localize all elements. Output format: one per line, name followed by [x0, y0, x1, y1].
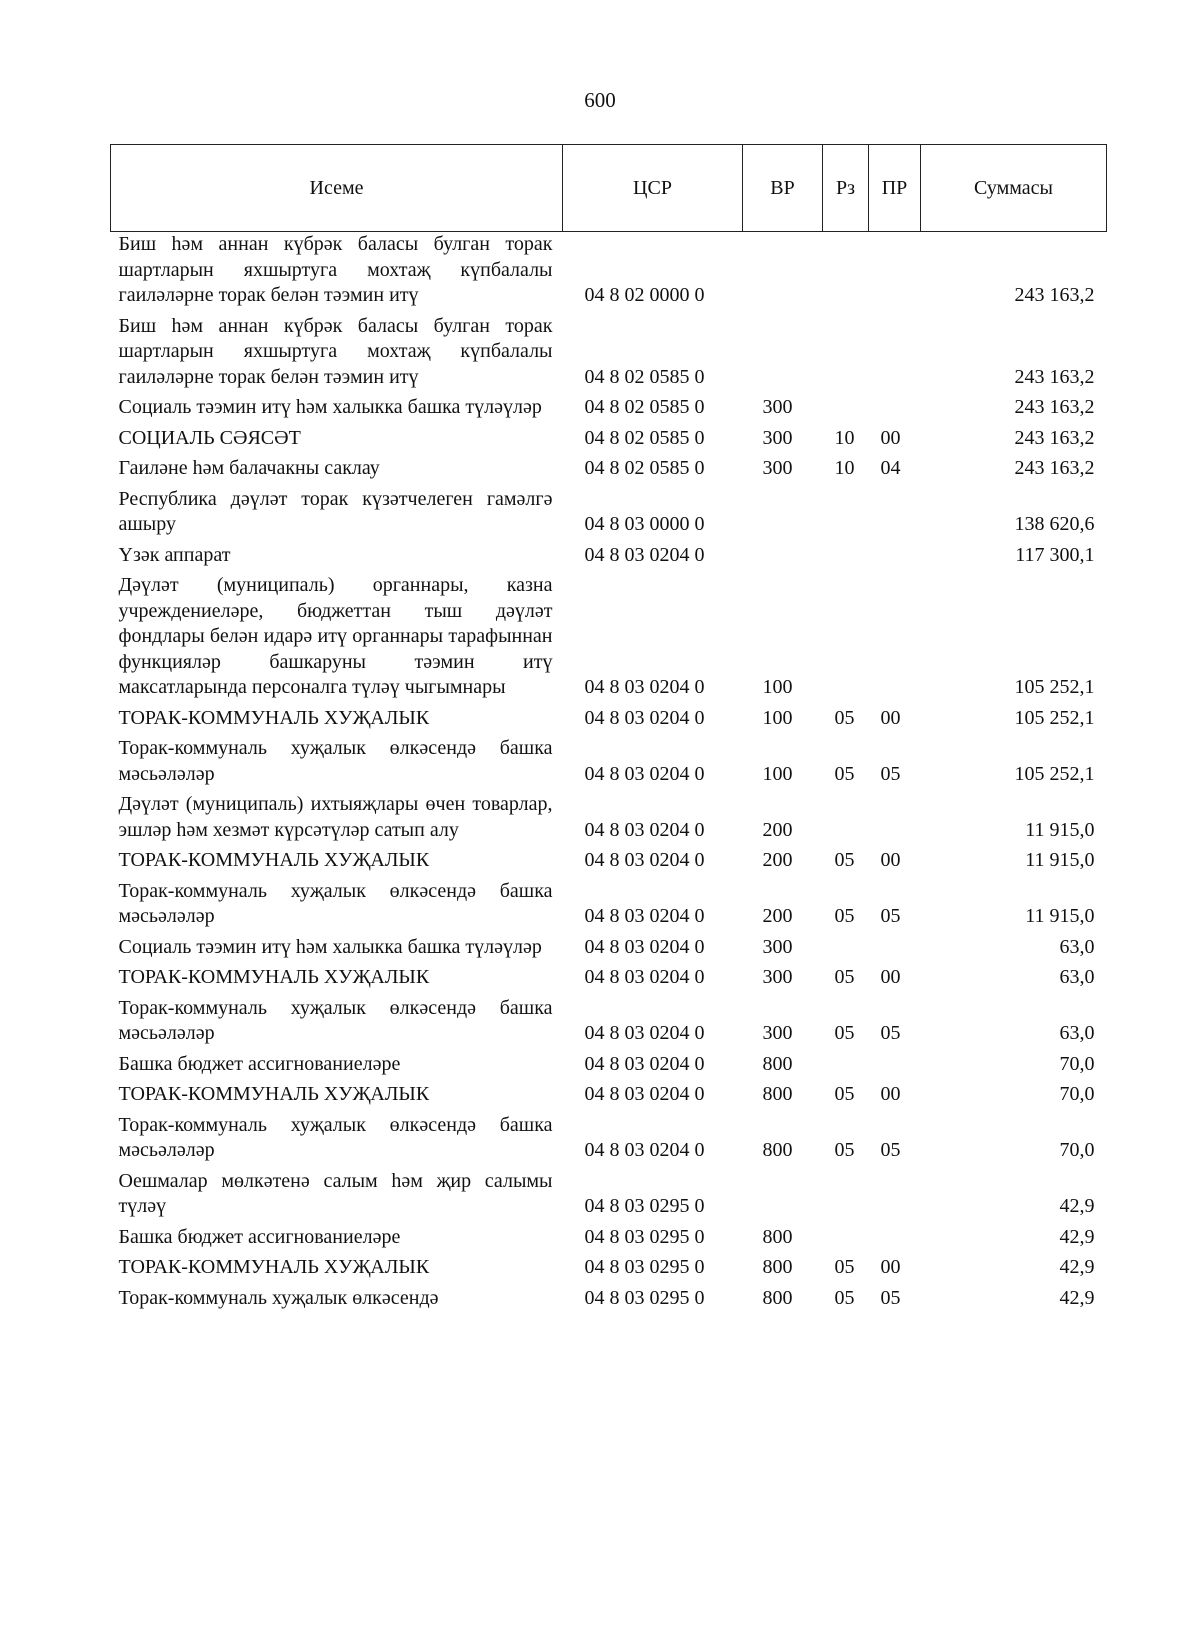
- cell-pr: 05: [880, 1022, 901, 1044]
- cell-rz: 10: [834, 426, 855, 449]
- cell-rz: [823, 309, 869, 391]
- cell-rz: 05: [834, 1083, 855, 1105]
- cell-rz: 10: [834, 457, 855, 479]
- cell-vr: 100: [762, 762, 793, 785]
- cell-csr: 04 8 02 0585 0: [584, 365, 705, 388]
- cell-vr: 300: [762, 396, 793, 418]
- cell-csr: 04 8 03 0295 0: [584, 1195, 705, 1217]
- cell-pr: [869, 390, 921, 421]
- cell-csr: 04 8 02 0000 0: [584, 284, 705, 306]
- cell-sum: 11 915,0: [1025, 849, 1095, 871]
- table-row: [111, 568, 1107, 701]
- cell-name: Үзәк аппарат: [118, 543, 231, 566]
- cell-name: ТОРАК-КОММУНАЛЬ ХУҖАЛЫК: [118, 706, 430, 729]
- cell-vr: 800: [762, 1225, 793, 1248]
- cell-sum: 243 163,2: [1014, 426, 1095, 449]
- table-row: [111, 960, 1107, 991]
- table-row: [111, 1108, 1107, 1164]
- cell-rz: [823, 1047, 869, 1078]
- header-rz: Рз: [823, 145, 869, 232]
- cell-pr: [869, 1164, 921, 1220]
- cell-pr: [869, 787, 921, 843]
- cell-vr: 100: [762, 676, 793, 698]
- table-row: [111, 309, 1107, 391]
- cell-pr: [869, 568, 921, 701]
- table-body: [111, 232, 1107, 1312]
- cell-sum: 42,9: [1059, 1286, 1095, 1309]
- cell-csr: 04 8 03 0204 0: [584, 1139, 705, 1161]
- cell-vr: 200: [762, 818, 793, 841]
- cell-rz: [823, 1220, 869, 1251]
- cell-rz: 05: [834, 1256, 855, 1278]
- cell-vr: 200: [762, 905, 793, 927]
- cell-csr: 04 8 03 0295 0: [584, 1256, 705, 1278]
- cell-vr: 300: [762, 935, 793, 958]
- cell-vr: 300: [762, 457, 793, 479]
- cell-sum: 243 163,2: [1014, 457, 1095, 479]
- cell-sum: 11 915,0: [1025, 905, 1095, 927]
- cell-rz: 05: [834, 706, 855, 729]
- cell-rz: 05: [834, 966, 855, 988]
- cell-vr: [743, 482, 823, 538]
- header-name: Исеме: [111, 145, 563, 232]
- cell-sum: 63,0: [1059, 1022, 1095, 1044]
- budget-table: [110, 144, 1107, 1311]
- table-row: [111, 538, 1107, 569]
- header-csr: ЦСР: [563, 145, 743, 232]
- cell-pr: [869, 309, 921, 391]
- cell-rz: [823, 787, 869, 843]
- cell-pr: [869, 1047, 921, 1078]
- table-row: [111, 1281, 1107, 1312]
- cell-vr: 800: [762, 1256, 793, 1278]
- cell-csr: 04 8 03 0204 0: [584, 676, 705, 698]
- cell-pr: 00: [880, 426, 901, 449]
- cell-csr: 04 8 03 0204 0: [584, 543, 705, 566]
- cell-vr: 300: [762, 1022, 793, 1044]
- cell-name: Торак-коммуналь хуҗалык өлкәсендә башка мәсьәләләр: [118, 879, 553, 927]
- cell-sum: 70,0: [1059, 1083, 1095, 1105]
- cell-name: Торак-коммуналь хуҗалык өлкәсендә: [118, 1286, 439, 1309]
- table-row: [111, 1164, 1107, 1220]
- cell-csr: 04 8 03 0204 0: [584, 849, 705, 871]
- cell-pr: 00: [880, 849, 901, 871]
- cell-vr: 100: [762, 706, 793, 729]
- cell-csr: 04 8 03 0204 0: [584, 706, 705, 729]
- cell-sum: 63,0: [1059, 935, 1095, 958]
- cell-rz: 05: [834, 849, 855, 871]
- cell-name: Торак-коммуналь хуҗалык өлкәсендә башка мәсьәләләр: [118, 996, 553, 1044]
- cell-vr: [743, 309, 823, 391]
- table-row: [111, 232, 1107, 309]
- table-row: [111, 1077, 1107, 1108]
- cell-name: Социаль тәэмин итү һәм халыкка башка түләүләр: [118, 935, 542, 958]
- cell-name: Дәүләт (муниципаль) ихтыяҗлары өчен товарлар, эшләр һәм хезмәт күрсәтүләр сатып алу: [118, 793, 553, 841]
- cell-csr: 04 8 03 0204 0: [584, 905, 705, 927]
- cell-csr: 04 8 03 0204 0: [584, 1022, 705, 1044]
- cell-pr: [869, 1220, 921, 1251]
- cell-name: Биш һәм аннан күбрәк баласы булган торак шартларын яхшыртуга мохтаҗ күпбалалы гаиләләрне торак белән тәэмин итү: [118, 233, 553, 306]
- table-row: [111, 451, 1107, 482]
- cell-name: Башка бюджет ассигнованиеләре: [118, 1052, 401, 1075]
- cell-sum: 105 252,1: [1014, 706, 1095, 729]
- cell-vr: [743, 232, 823, 309]
- cell-rz: 05: [834, 905, 855, 927]
- cell-pr: 05: [880, 905, 901, 927]
- cell-name: ТОРАК-КОММУНАЛЬ ХУҖАЛЫК: [118, 1256, 430, 1278]
- cell-name: Оешмалар мөлкәтенә салым һәм җир салымы түләү: [118, 1169, 553, 1217]
- header-vr: ВР: [743, 145, 823, 232]
- cell-pr: 00: [880, 1083, 901, 1105]
- cell-name: СОЦИАЛЬ СӘЯСӘТ: [118, 426, 301, 449]
- table-row: [111, 1250, 1107, 1281]
- cell-rz: 05: [834, 762, 855, 785]
- cell-csr: 04 8 03 0204 0: [584, 1052, 705, 1075]
- cell-csr: 04 8 03 0204 0: [584, 1083, 705, 1105]
- table-row: [111, 482, 1107, 538]
- cell-vr: 200: [762, 849, 793, 871]
- cell-rz: 05: [834, 1139, 855, 1161]
- cell-name: Торак-коммуналь хуҗалык өлкәсендә башка мәсьәләләр: [118, 737, 553, 785]
- cell-sum: 70,0: [1059, 1052, 1095, 1075]
- cell-rz: 05: [834, 1022, 855, 1044]
- cell-rz: [823, 930, 869, 961]
- table-row: [111, 930, 1107, 961]
- header-sum: Суммасы: [921, 145, 1107, 232]
- cell-pr: [869, 482, 921, 538]
- cell-pr: 05: [880, 1286, 901, 1309]
- cell-name: Республика дәүләт торак күзәтчелеген гамәлгә ашыру: [118, 487, 553, 535]
- table-row: [111, 991, 1107, 1047]
- cell-csr: 04 8 02 0585 0: [584, 457, 705, 479]
- cell-name: Биш һәм аннан күбрәк баласы булган торак шартларын яхшыртуга мохтаҗ күпбалалы гаиләләрне торак белән тәэмин итү: [118, 314, 553, 388]
- table-row: [111, 843, 1107, 874]
- header-pr: ПР: [869, 145, 921, 232]
- cell-csr: 04 8 03 0204 0: [584, 935, 705, 958]
- cell-csr: 04 8 03 0295 0: [584, 1225, 705, 1248]
- table-row: [111, 731, 1107, 787]
- table-row: [111, 1220, 1107, 1251]
- cell-rz: [823, 482, 869, 538]
- cell-name: Социаль тәэмин итү һәм халыкка башка түләүләр: [118, 396, 542, 418]
- cell-pr: 05: [880, 762, 901, 785]
- cell-rz: [823, 1164, 869, 1220]
- cell-csr: 04 8 02 0585 0: [584, 426, 705, 449]
- table-header: [111, 145, 1107, 232]
- cell-pr: 05: [880, 1139, 901, 1161]
- table-row: [111, 390, 1107, 421]
- cell-sum: 243 163,2: [1014, 284, 1095, 306]
- cell-name: Гаиләне һәм балачакны саклау: [118, 457, 380, 479]
- cell-sum: 138 620,6: [1014, 513, 1095, 535]
- cell-rz: [823, 538, 869, 569]
- cell-sum: 243 163,2: [1014, 365, 1095, 388]
- table-row: [111, 701, 1107, 732]
- cell-vr: [743, 1164, 823, 1220]
- cell-pr: [869, 538, 921, 569]
- cell-name: Торак-коммуналь хуҗалык өлкәсендә башка мәсьәләләр: [118, 1113, 553, 1161]
- cell-name: Башка бюджет ассигнованиеләре: [118, 1225, 401, 1248]
- cell-vr: 800: [762, 1052, 793, 1075]
- cell-sum: 105 252,1: [1014, 762, 1095, 785]
- cell-sum: 63,0: [1059, 966, 1095, 988]
- cell-vr: 800: [762, 1139, 793, 1161]
- cell-vr: 800: [762, 1286, 793, 1309]
- cell-rz: [823, 390, 869, 421]
- cell-csr: 04 8 03 0204 0: [584, 966, 705, 988]
- table-row: [111, 787, 1107, 843]
- cell-vr: 300: [762, 426, 793, 449]
- cell-csr: 04 8 03 0204 0: [584, 762, 705, 785]
- cell-name: Дәүләт (муниципаль) органнары, казна учреждениеләре, бюджеттан тыш дәүләт фондлары белән идарә итү органнары тарафыннан функцияләр башкаруны тәэмин итү максатларында персоналга түләү чыгымнары: [118, 574, 553, 698]
- cell-csr: 04 8 03 0204 0: [584, 818, 705, 841]
- cell-pr: [869, 930, 921, 961]
- cell-pr: 00: [880, 706, 901, 729]
- cell-csr: 04 8 02 0585 0: [584, 396, 705, 418]
- cell-pr: 00: [880, 1256, 901, 1278]
- cell-csr: 04 8 03 0295 0: [584, 1286, 705, 1309]
- cell-rz: [823, 232, 869, 309]
- cell-sum: 117 300,1: [1015, 543, 1095, 566]
- cell-sum: 11 915,0: [1025, 818, 1095, 841]
- cell-name: ТОРАК-КОММУНАЛЬ ХУҖАЛЫК: [118, 849, 430, 871]
- cell-vr: 300: [762, 966, 793, 988]
- cell-csr: 04 8 03 0000 0: [584, 513, 705, 535]
- table-row: [111, 421, 1107, 452]
- cell-pr: 04: [880, 457, 901, 479]
- cell-vr: 800: [762, 1083, 793, 1105]
- cell-name: ТОРАК-КОММУНАЛЬ ХУҖАЛЫК: [118, 1083, 430, 1105]
- cell-sum: 42,9: [1059, 1256, 1095, 1278]
- cell-sum: 70,0: [1059, 1139, 1095, 1161]
- cell-name: ТОРАК-КОММУНАЛЬ ХУҖАЛЫК: [118, 966, 430, 988]
- table-row: [111, 874, 1107, 930]
- cell-rz: 05: [834, 1286, 855, 1309]
- cell-sum: 243 163,2: [1014, 396, 1095, 418]
- table-row: [111, 1047, 1107, 1078]
- cell-vr: [743, 538, 823, 569]
- page-number: 600: [584, 88, 616, 112]
- cell-pr: [869, 232, 921, 309]
- cell-sum: 42,9: [1059, 1195, 1095, 1217]
- cell-pr: 00: [880, 966, 901, 988]
- cell-sum: 105 252,1: [1014, 676, 1095, 698]
- header-row: [111, 145, 1107, 232]
- cell-rz: [823, 568, 869, 701]
- cell-sum: 42,9: [1059, 1225, 1095, 1248]
